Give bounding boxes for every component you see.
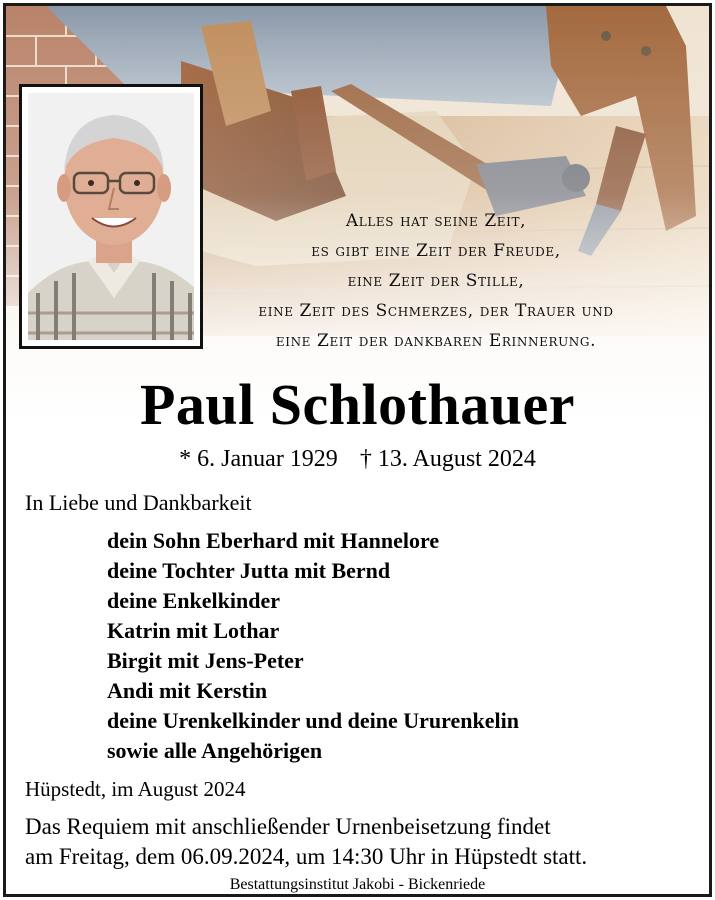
requiem-line: Das Requiem mit anschließender Urnenbeisetzung findet — [25, 814, 551, 839]
poem-line: Alles hat seine Zeit, — [345, 211, 527, 231]
mourner-line: dein Sohn Eberhard mit Hannelore — [107, 528, 440, 553]
poem — [236, 206, 636, 356]
mourners-intro: In Liebe und Dankbarkeit — [25, 490, 252, 515]
header-background — [6, 6, 709, 426]
requiem-line: am Freitag, dem 06.09.2024, um 14:30 Uhr in Hüpstedt statt. — [25, 844, 588, 869]
poem-line: eine Zeit der Stille, — [347, 271, 525, 291]
life-dates — [6, 444, 709, 474]
portrait-person-image — [28, 93, 194, 340]
portrait-photo — [19, 84, 203, 349]
mourners-list — [107, 526, 519, 766]
requiem-notice — [25, 812, 587, 872]
poem-line: es gibt eine Zeit der Freude, — [311, 241, 561, 261]
undertaker-credit: Bestattungsinstitut Jakobi - Bickenriede — [229, 876, 486, 893]
mourner-line: deine Enkelkinder — [107, 588, 280, 613]
death-date: † 13. August 2024 — [359, 446, 536, 472]
obituary-frame — [3, 3, 712, 897]
mourner-line: Andi mit Kerstin — [107, 678, 268, 703]
mourner-line: deine Tochter Jutta mit Bernd — [107, 558, 391, 583]
poem-line: eine Zeit der dankbaren Erinnerung. — [275, 331, 597, 351]
mourner-line: deine Urenkelkinder und deine Ururenkelin — [107, 708, 519, 733]
deceased-name: Paul Schlothauer — [140, 372, 575, 437]
poem-line: eine Zeit des Schmerzes, der Trauer und — [258, 301, 614, 321]
place-and-date: Hüpstedt, im August 2024 — [25, 777, 246, 801]
mourner-line: sowie alle Angehörigen — [107, 738, 323, 763]
mourner-line: Birgit mit Jens-Peter — [107, 648, 304, 673]
birth-date: * 6. Januar 1929 — [179, 446, 338, 472]
mourner-line: Katrin mit Lothar — [107, 618, 280, 643]
